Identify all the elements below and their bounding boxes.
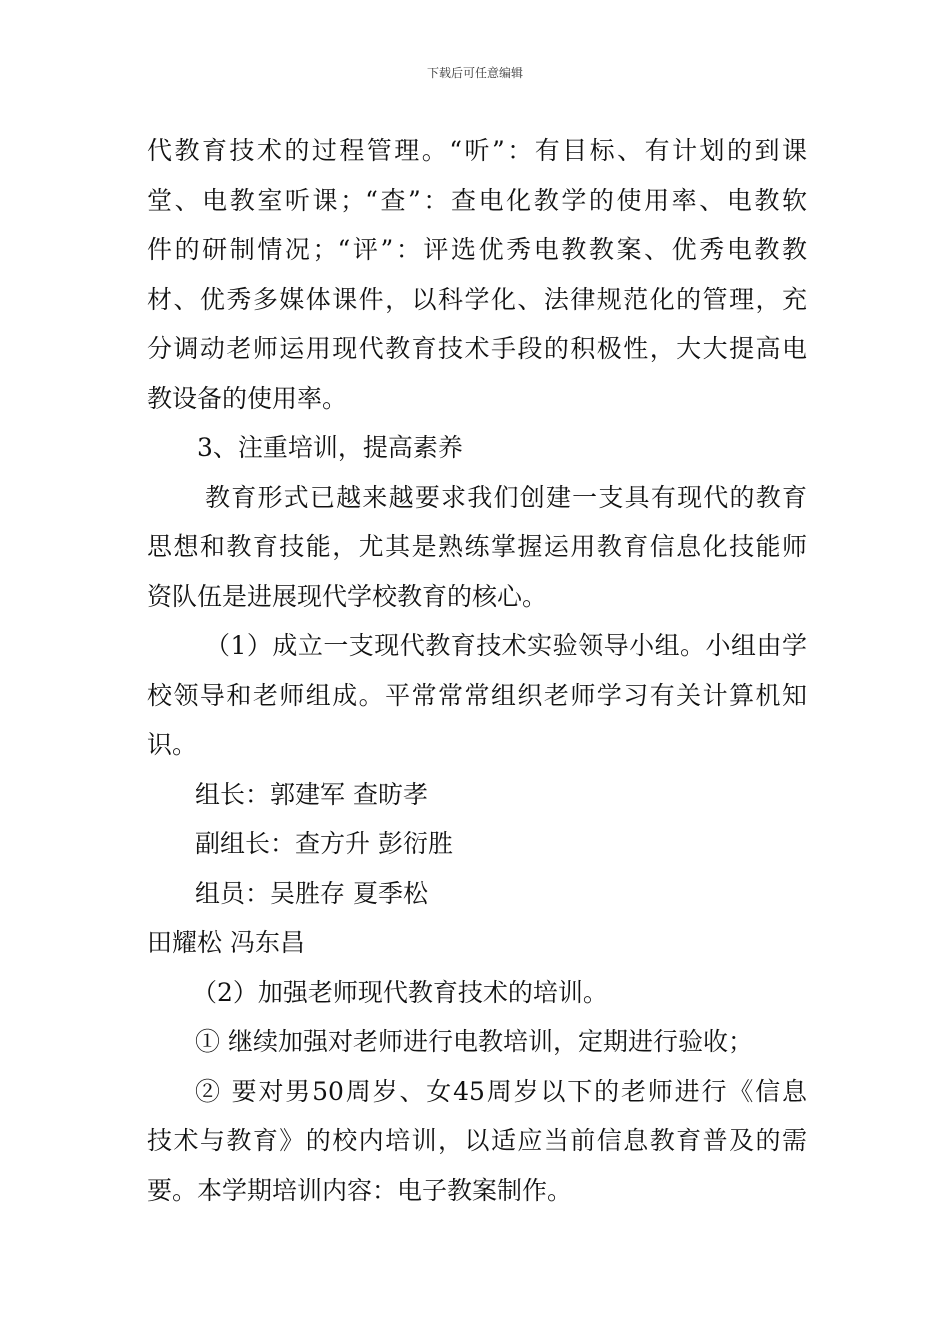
page-header: 下载后可任意编辑 <box>426 66 523 80</box>
body-line: 资队伍是进展现代学校教育的核心。 <box>147 581 548 611</box>
body-line: 要。本学期培训内容：电子教案制作。 <box>147 1175 573 1205</box>
document-body <box>147 126 807 1215</box>
member-line: 组员：吴胜存 夏季松 <box>195 878 428 908</box>
body-line: 材、优秀多媒体课件，以科学化、法律规范化的管理，充 <box>147 284 807 314</box>
member-line: 田耀松 冯东昌 <box>147 928 305 957</box>
body-line: ② 要对男50周岁、女45周岁以下的老师进行《信息 <box>195 1076 807 1106</box>
body-line: （2）加强老师现代教育技术的培训。 <box>192 977 608 1007</box>
member-line: 副组长：查方升 彭衍胜 <box>195 829 453 858</box>
body-line: 教设备的使用率。 <box>147 383 348 413</box>
body-line: 教育形式已越来越要求我们创建一支具有现代的教育 <box>205 482 807 512</box>
body-line: 件的研制情况；“评”：评选优秀电教教案、优秀电教教 <box>147 235 807 264</box>
section-heading: 3、注重培训，提高素养 <box>197 433 463 462</box>
body-line: 识。 <box>147 730 198 759</box>
body-line: 技术与教育》的校内培训，以适应当前信息教育普及的需 <box>147 1126 807 1155</box>
body-line: 堂、电教室听课；“查”：查电化教学的使用率、电教软 <box>147 185 807 215</box>
body-line: （1）成立一支现代教育技术实验领导小组。小组由学 <box>205 631 807 660</box>
body-line: ① 继续加强对老师进行电教培训，定期进行验收； <box>195 1027 753 1056</box>
body-line: 校领导和老师组成。平常常常组织老师学习有关计算机知 <box>147 680 807 710</box>
body-line: 思想和教育技能，尤其是熟练掌握运用教育信息化技能师 <box>147 532 807 561</box>
body-line: 代教育技术的过程管理。“听”：有目标、有计划的到课 <box>147 136 807 165</box>
body-line: 分调动老师运用现代教育技术手段的积极性，大大提高电 <box>147 334 807 363</box>
member-line: 组长：郭建军 查昉孝 <box>195 779 428 809</box>
